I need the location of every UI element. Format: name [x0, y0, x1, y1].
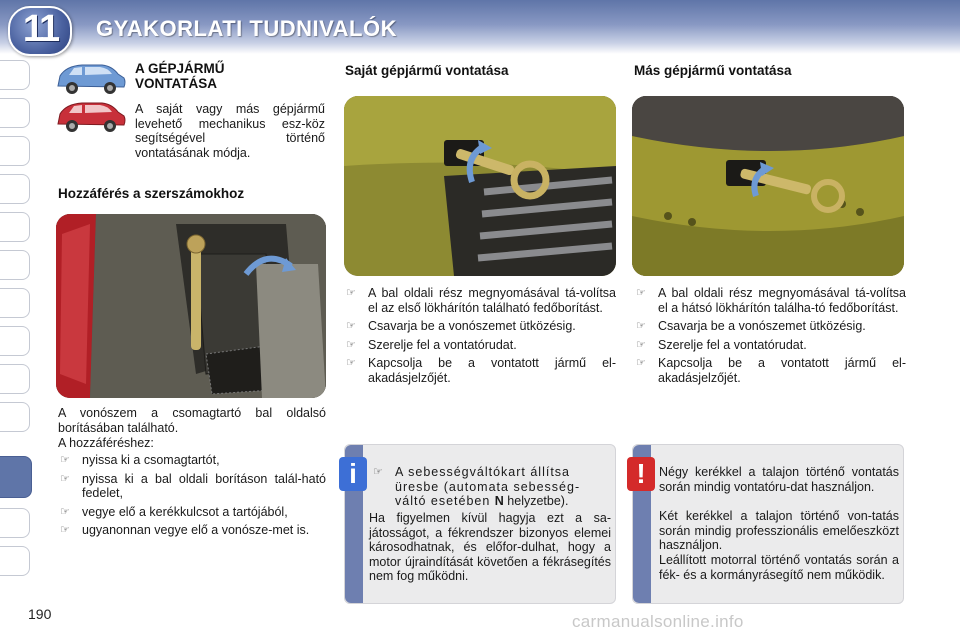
list-item: ☞ nyissa ki a bal oldali borításon talál-ható fedelet, — [60, 471, 326, 500]
chapter-tab-strip — [0, 60, 32, 580]
hand-pointer-icon: ☞ — [636, 338, 646, 351]
list-item: ☞ A bal oldali rész megnyomásával tá-volítsa el a hátsó lökhárítón találha-tó fedőborítást. — [636, 286, 906, 315]
chapter-tab[interactable] — [0, 212, 30, 242]
blue-car-icon — [52, 60, 128, 96]
warning-box — [632, 444, 904, 604]
hand-pointer-icon: ☞ — [636, 357, 646, 369]
list-item: ☞ vegye elő a kerékkulcsot a tartójából, — [60, 504, 288, 519]
other-vehicle-steps — [632, 286, 906, 389]
hand-pointer-icon: ☞ — [636, 287, 646, 299]
chapter-tab[interactable] — [0, 288, 30, 318]
chapter-tab[interactable] — [0, 546, 30, 576]
red-car-icon — [52, 98, 128, 134]
rear-bumper-illustration — [632, 96, 904, 276]
chapter-tab[interactable] — [0, 136, 30, 166]
other-vehicle-heading: Más gépjármű vontatása — [634, 63, 792, 78]
warning-paragraph: Két kerékkel a talajon történő von-tatás során mindig professzionális emelőeszközt használjon. — [659, 509, 899, 552]
chapter-title: GYAKORLATI TUDNIVALÓK — [96, 16, 397, 41]
list-item: ☞ ugyanonnan vegye elő a vonósze-met is. — [60, 523, 310, 537]
warning-paragraph: Leállított motorral történő vontatás során a fék- és a kormányrásegítő nem működik. — [659, 553, 899, 582]
own-vehicle-heading: Saját gépjármű vontatása — [345, 63, 509, 78]
front-bumper-illustration — [344, 96, 616, 276]
hand-pointer-icon: ☞ — [373, 466, 383, 478]
page-number: 190 — [28, 606, 52, 622]
section-title: A GÉPJÁRMŰ VONTATÁSA — [135, 61, 225, 91]
own-vehicle-steps — [342, 286, 616, 389]
chapter-number: 11 — [22, 8, 58, 50]
hand-pointer-icon: ☞ — [346, 320, 356, 332]
chapter-tab-active[interactable] — [0, 456, 32, 498]
info-icon: i — [339, 457, 367, 491]
warning-paragraph: Négy kerékkel a talajon történő vontatás során mindig vontatóru-dat használjon. — [659, 465, 899, 494]
access-heading: Hozzáférés a szerszámokhoz — [58, 186, 245, 201]
chapter-tab[interactable] — [0, 98, 30, 128]
chapter-tab[interactable] — [0, 364, 30, 394]
info-box — [344, 444, 616, 604]
info-paragraph: Ha figyelmen kívül hagyja ezt a sa-játosságot, a fékrendszer bizonyos elemei károsodhatnak, és előfor-dulhat, hogy a motor újraindítását követően a fékrásegítés nem fog működni. — [369, 511, 611, 583]
hand-pointer-icon: ☞ — [60, 505, 70, 518]
access-steps — [56, 453, 326, 542]
chapter-tab[interactable] — [0, 508, 30, 538]
hand-pointer-icon: ☞ — [60, 524, 70, 536]
hand-pointer-icon: ☞ — [636, 320, 646, 332]
hand-pointer-icon: ☞ — [60, 472, 70, 485]
chapter-tab[interactable] — [0, 60, 30, 90]
chapter-tab[interactable] — [0, 326, 30, 356]
access-paragraph: A vonószem a csomagtartó bal oldalsó borításában található. — [58, 406, 326, 435]
hand-pointer-icon: ☞ — [60, 454, 70, 466]
chapter-tab[interactable] — [0, 174, 30, 204]
list-item: ☞ Szerelje fel a vontatórudat. — [636, 337, 807, 352]
watermark: carmanualsonline.info — [572, 612, 744, 631]
hand-pointer-icon: ☞ — [346, 338, 356, 351]
access-intro: A hozzáféréshez: — [58, 436, 154, 450]
chapter-tab[interactable] — [0, 402, 30, 432]
list-item: ☞ A bal oldali rész megnyomásával tá-volítsa el az első lökhárítón található fedőborítást. — [346, 286, 616, 315]
chapter-tab[interactable] — [0, 250, 30, 280]
list-item: ☞ Csavarja be a vonószemet ütközésig. — [636, 319, 866, 333]
hand-pointer-icon: ☞ — [346, 287, 356, 299]
warning-icon: ! — [627, 457, 655, 491]
trunk-illustration — [56, 214, 326, 398]
intro-text: A saját vagy más gépjármű levehető mechanikus esz-köz segítségével történő vontatásának módja. — [135, 102, 325, 160]
list-item: ☞ Kapcsolja be a vontatott jármű el-akadásjelzőjét. — [636, 356, 906, 385]
list-item: ☞ nyissa ki a csomagtartót, — [60, 453, 220, 467]
list-item: ☞ Szerelje fel a vontatórudat. — [346, 337, 517, 352]
list-item: ☞ Kapcsolja be a vontatott jármű el-akadásjelzőjét. — [346, 356, 616, 385]
info-bullet: ☞ A sebességváltókart állítsa üresbe (automata sebesség-váltó esetében N helyzetbe). — [373, 465, 581, 508]
list-item: ☞ Csavarja be a vonószemet ütközésig. — [346, 319, 576, 333]
hand-pointer-icon: ☞ — [346, 357, 356, 369]
